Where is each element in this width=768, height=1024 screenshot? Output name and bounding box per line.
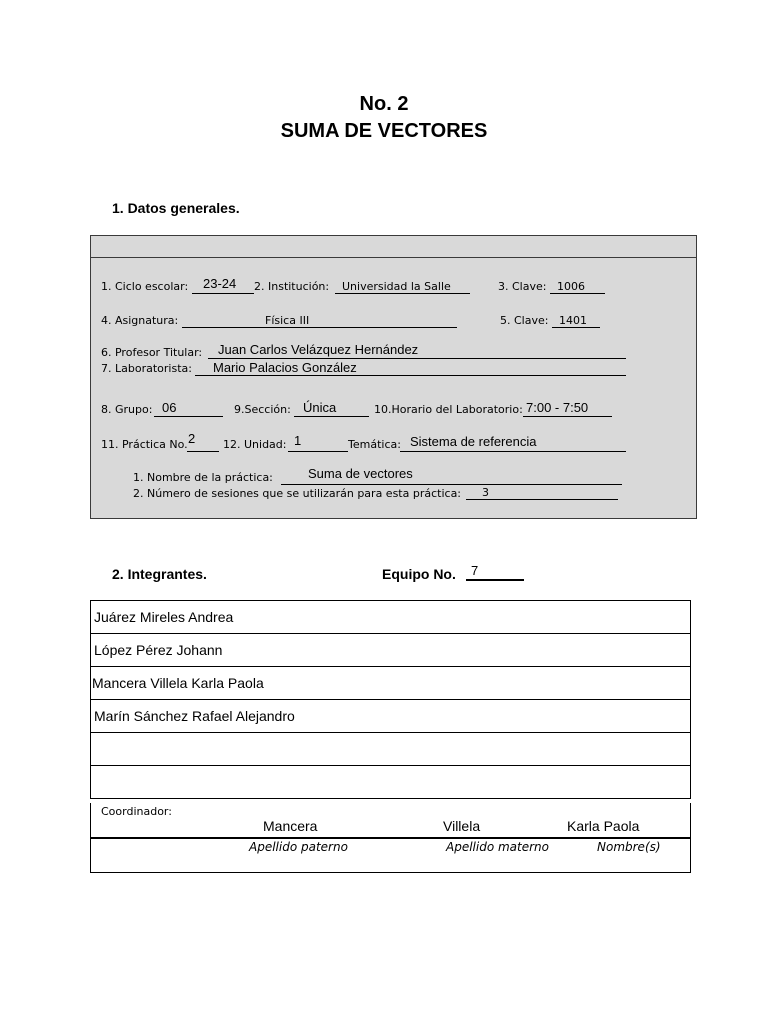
ciclo-label: 1. Ciclo escolar: <box>101 280 189 293</box>
grupo-label: 8. Grupo: <box>101 403 153 416</box>
institucion-label: 2. Institución: <box>254 280 330 293</box>
asignatura-value: Física III <box>265 314 310 327</box>
tematica-label: Temática: <box>348 438 401 451</box>
clave2-label: 5. Clave: <box>500 314 549 327</box>
box-header-strip <box>91 236 696 258</box>
institucion-underline <box>335 293 470 294</box>
ciclo-value: 23-24 <box>203 276 237 291</box>
table-row <box>91 667 691 700</box>
practica-label: 11. Práctica No. <box>101 438 188 451</box>
coordinator-section <box>90 803 691 873</box>
horario-underline <box>523 416 612 417</box>
caption-nombre: Nombre(s) <box>597 840 661 854</box>
caption-apellido-paterno: Apellido paterno <box>249 840 348 854</box>
table-row <box>91 766 691 799</box>
equipo-label: Equipo No. <box>382 566 456 582</box>
profesor-label: 6. Profesor Titular: <box>101 346 203 359</box>
member-name <box>91 766 691 799</box>
sesiones-underline <box>466 499 618 500</box>
section-1-heading: 1. Datos generales. <box>112 200 240 216</box>
table-row <box>91 700 691 733</box>
clave2-value: 1401 <box>559 314 587 327</box>
profesor-value: Juan Carlos Velázquez Hernández <box>218 342 419 357</box>
equipo-value: 7 <box>471 563 479 578</box>
sesiones-value: 3 <box>482 486 489 499</box>
horario-value: 7:00 - 7:50 <box>526 400 589 415</box>
table-row <box>91 634 691 667</box>
unidad-underline <box>288 451 348 452</box>
clave1-underline <box>550 293 605 294</box>
clave2-underline <box>552 327 600 328</box>
clave1-value: 1006 <box>557 280 585 293</box>
clave1-label: 3. Clave: <box>498 280 547 293</box>
horario-label: 10.Horario del Laboratorio: <box>374 403 523 416</box>
document-title: SUMA DE VECTORES <box>280 120 488 142</box>
institucion-value: Universidad la Salle <box>342 280 451 293</box>
members-table <box>90 600 691 799</box>
practica-value: 2 <box>188 431 196 446</box>
coordinator-label: Coordinador: <box>101 805 172 818</box>
asignatura-label: 4. Asignatura: <box>101 314 179 327</box>
document-number: No. 2 <box>359 93 409 115</box>
laboratorista-value: Mario Palacios González <box>213 360 357 375</box>
section-2-heading: 2. Integrantes. <box>112 566 207 582</box>
sesiones-label: 2. Número de sesiones que se utilizarán para esta práctica: <box>133 487 462 500</box>
equipo-underline <box>466 579 524 581</box>
coordinator-divider <box>91 837 690 839</box>
coordinator-apellido-paterno: Mancera <box>263 818 318 834</box>
seccion-underline <box>294 416 369 417</box>
laboratorista-label: 7. Laboratorista: <box>101 362 192 375</box>
member-name: López Pérez Johann <box>91 634 691 667</box>
nombre-practica-underline <box>281 484 622 485</box>
grupo-underline <box>154 416 223 417</box>
asignatura-underline <box>182 327 457 328</box>
table-row <box>91 601 691 634</box>
caption-apellido-materno: Apellido materno <box>446 840 549 854</box>
member-name: Juárez Mireles Andrea <box>91 601 691 634</box>
member-name: Marín Sánchez Rafael Alejandro <box>91 700 691 733</box>
ciclo-underline <box>192 293 254 294</box>
practica-underline <box>187 451 219 452</box>
profesor-underline <box>208 358 626 359</box>
seccion-label: 9.Sección: <box>234 403 291 416</box>
member-name: Mancera Villela Karla Paola <box>91 667 691 700</box>
unidad-value: 1 <box>294 433 302 448</box>
laboratorista-underline <box>195 375 626 376</box>
tematica-underline <box>400 451 626 452</box>
nombre-practica-value: Suma de vectores <box>308 466 413 481</box>
table-row <box>91 733 691 766</box>
unidad-label: 12. Unidad: <box>223 438 287 451</box>
grupo-value: 06 <box>162 400 177 415</box>
member-name <box>91 733 691 766</box>
seccion-value: Única <box>303 400 337 415</box>
nombre-practica-label: 1. Nombre de la práctica: <box>133 471 273 484</box>
coordinator-apellido-materno: Villela <box>443 818 481 834</box>
coordinator-nombre: Karla Paola <box>567 818 640 834</box>
tematica-value: Sistema de referencia <box>410 434 537 449</box>
